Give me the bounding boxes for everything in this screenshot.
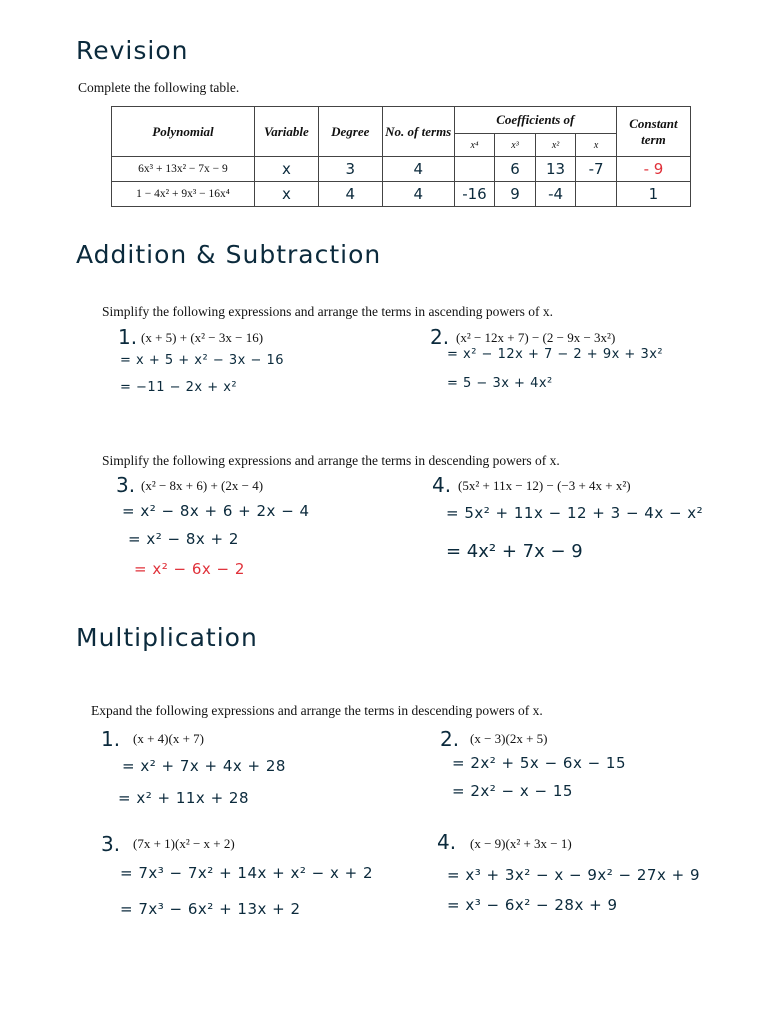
q3-number: 3. [116,473,136,497]
header-coefficients: Coefficients of [454,107,616,134]
header-x: x [576,134,617,157]
hw-x3: 6 [510,160,520,178]
cell-degree [318,182,382,207]
addsub-instruction-ascending: Simplify the following expressions and arrange the terms in ascending powers of x. [102,304,554,319]
cell-variable [254,157,318,182]
q3-correction-line: = x² − 6x − 2 [134,560,245,578]
q1-expression: (x + 5) + (x² − 3x − 16) [141,330,264,345]
q2-work-line: = 5 − 3x + 4x² [447,376,553,391]
cell-terms [382,182,454,207]
q4-expression: (5x² + 11x − 12) − (−3 + 4x + x²) [458,478,631,493]
cell-polynomial: 6x³ + 13x² − 7x − 9 [112,157,255,182]
cell-terms [382,157,454,182]
hw-x1: -7 [588,160,604,178]
m3-work-line: = 7x³ − 7x² + 14x + x² − x + 2 [120,864,374,882]
header-terms: No. of terms [382,107,454,157]
addsub-instruction-descending: Simplify the following expressions and arrange the terms in descending powers of x. [102,453,560,468]
q3-work-line: = x² − 8x + 6 + 2x − 4 [122,502,310,520]
cell-constant [616,157,690,182]
mult-heading: Multiplication [76,623,258,652]
header-polynomial: Polynomial [112,107,255,157]
cell-x2 [535,157,576,182]
hw-degree: 4 [345,185,356,203]
hw-terms: 4 [413,160,423,178]
q4-number: 4. [432,473,452,497]
m4-work-line: = x³ + 3x² − x − 9x² − 27x + 9 [447,866,701,884]
m4-expression: (x − 9)(x² + 3x − 1) [470,836,572,851]
m2-work-line: = 2x² − x − 15 [452,782,573,800]
hw-variable: x [281,185,291,203]
header-constant: Constant term [616,107,690,157]
header-variable: Variable [254,107,318,157]
table-row [112,182,691,207]
hw-constant: - 9 [643,160,664,178]
m1-work-line: = x² + 11x + 28 [118,789,249,807]
cell-x1 [576,157,617,182]
m4-work-line: = x³ − 6x² − 28x + 9 [447,896,618,914]
m3-expression: (7x + 1)(x² − x + 2) [133,836,235,851]
cell-x1 [576,182,617,207]
revision-heading: Revision [76,36,189,65]
q4-work-line: = 4x² + 7x − 9 [446,541,583,562]
cell-x2 [535,182,576,207]
m2-number: 2. [440,727,460,751]
q2-number: 2. [430,325,450,349]
m3-work-line: = 7x³ − 6x² + 13x + 2 [120,900,301,918]
hw-x2: 13 [546,160,566,178]
q1-work-line: = −11 − 2x + x² [120,380,238,395]
m2-work-line: = 2x² + 5x − 6x − 15 [452,754,627,772]
hw-variable: x [281,160,291,178]
q2-expression: (x² − 12x + 7) − (2 − 9x − 3x²) [456,330,616,345]
cell-x4 [454,182,495,207]
q2-work-line: = x² − 12x + 7 − 2 + 9x + 3x² [447,347,664,362]
m4-number: 4. [437,830,457,854]
header-degree: Degree [318,107,382,157]
m2-expression: (x − 3)(2x + 5) [470,731,548,746]
m1-expression: (x + 4)(x + 7) [133,731,204,746]
cell-variable [254,182,318,207]
cell-polynomial: 1 − 4x² + 9x³ − 16x⁴ [112,182,255,207]
revision-instruction: Complete the following table. [78,80,240,95]
cell-constant [616,182,690,207]
q1-number: 1. [118,325,138,349]
hw-x2: -4 [548,185,564,203]
mult-instruction: Expand the following expressions and arrange the terms in descending powers of x. [91,703,543,718]
m1-number: 1. [101,727,121,751]
q3-work-line: = x² − 8x + 2 [128,530,239,548]
q4-work-line: = 5x² + 11x − 12 + 3 − 4x − x² [446,504,704,522]
hw-constant: 1 [648,185,659,203]
hw-degree: 3 [345,160,356,178]
header-x3: x³ [495,134,536,157]
addsub-heading: Addition & Subtraction [76,240,382,269]
cell-x3 [495,182,536,207]
m1-work-line: = x² + 7x + 4x + 28 [122,757,286,775]
q1-work-line: = x + 5 + x² − 3x − 16 [120,353,285,368]
table-row [112,157,691,182]
header-x2: x² [535,134,576,157]
polynomial-table [111,106,691,207]
q3-expression: (x² − 8x + 6) + (2x − 4) [141,478,264,493]
header-x4: x⁴ [454,134,495,157]
hw-terms: 4 [413,185,423,203]
hw-x4: -16 [462,185,487,203]
cell-x3 [495,157,536,182]
m3-number: 3. [101,832,121,856]
cell-degree [318,157,382,182]
hw-x3: 9 [510,185,520,203]
cell-x4 [454,157,495,182]
